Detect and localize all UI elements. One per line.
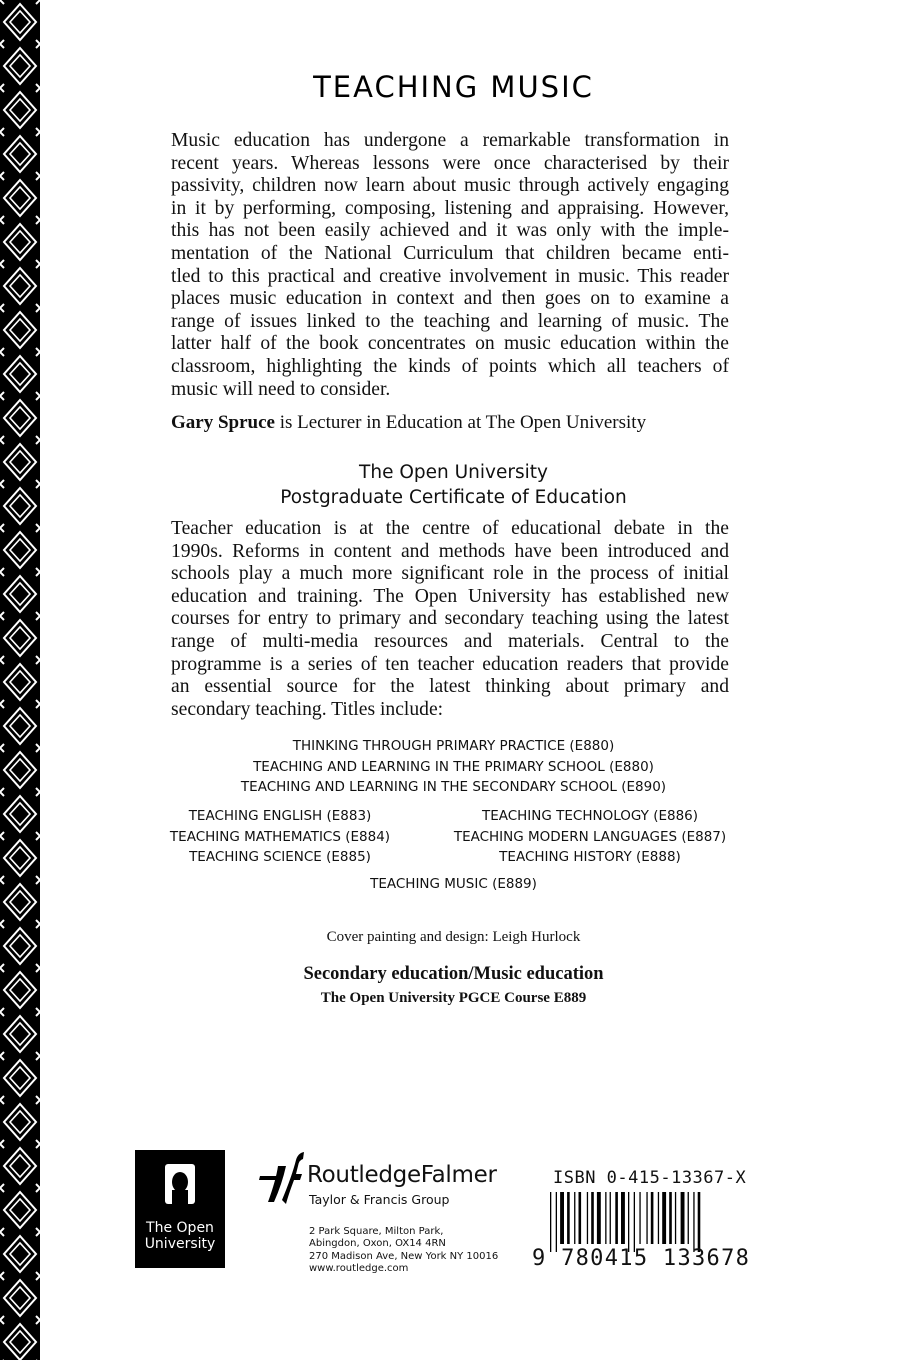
barcode-bar: [567, 1192, 570, 1244]
description-line: music will need to consider.: [171, 378, 391, 400]
author-name: Gary Spruce: [171, 412, 275, 433]
series-title: TEACHING MODERN LANGUAGES (E887): [453, 828, 727, 845]
rf-monogram-icon: [256, 1150, 306, 1206]
book-title: TEACHING MUSIC: [313, 70, 594, 104]
barcode-bar: [658, 1192, 659, 1244]
ou-logo-line1: The Open: [146, 1220, 214, 1236]
publisher-address: [309, 1226, 498, 1276]
barcode-graphic: [548, 1192, 728, 1252]
barcode-bar: [681, 1192, 685, 1244]
barcode-bar: [669, 1192, 672, 1244]
barcode-bar: [597, 1192, 601, 1244]
author-role: is Lecturer in Education at The Open University: [274, 412, 647, 433]
programme-line: secondary teaching. Titles include:: [171, 698, 444, 720]
barcode-bar: [693, 1192, 694, 1252]
series-title: TEACHING MATHEMATICS (E884): [169, 828, 391, 845]
publisher-group: Taylor & Francis Group: [309, 1192, 450, 1207]
open-university-logo: [135, 1150, 225, 1268]
barcode-bar: [591, 1192, 594, 1244]
programme-line: schools play a much more significant role in the process of initial: [171, 563, 729, 585]
programme-line: education and training. The Open University has established new: [171, 585, 729, 607]
barcode-number: 9 780415 133678: [532, 1246, 751, 1271]
address-line: Abingdon, Oxon, OX14 4RN: [309, 1238, 446, 1250]
programme-line: courses for entry to primary and secondary teaching using the latest: [171, 608, 729, 630]
barcode-bar: [675, 1192, 676, 1244]
barcode-bar: [634, 1192, 635, 1252]
description-line: places music education in context and then goes on to examine a: [171, 288, 729, 310]
address-line: 270 Madison Ave, New York NY 10016: [309, 1250, 499, 1262]
programme-line: Teacher education is at the centre of educational debate in the: [171, 518, 729, 539]
barcode-bar: [688, 1192, 689, 1244]
description-line: recent years. Whereas lessons were once characterised by their: [171, 152, 729, 174]
programme-heading-line1: The Open University: [359, 462, 548, 483]
barcode-bar: [605, 1192, 606, 1244]
description-line: tled to this practical and creative involvement in music. This reader: [171, 265, 729, 287]
lattice-pattern: [0, 0, 40, 1360]
programme-description: [171, 518, 729, 721]
description-line: classroom, highlighting the kinds of points which all teachers of: [171, 355, 729, 377]
barcode-bar: [639, 1192, 640, 1244]
barcode-bar: [574, 1192, 575, 1244]
series-title: THINKING THROUGH PRIMARY PRACTICE (E880): [292, 738, 615, 754]
description-line: mentation of the National Curriculum that children became enti-: [171, 242, 729, 264]
series-title: TEACHING HISTORY (E888): [499, 849, 681, 865]
address-line: www.routledge.com: [309, 1263, 409, 1275]
description-line: passivity, children now learn about music through actively engaging: [171, 175, 729, 197]
subject-category: Secondary education/Music education: [303, 964, 604, 984]
barcode-bar: [628, 1192, 629, 1252]
ou-logo-line2: University: [144, 1236, 216, 1252]
barcode-bar: [698, 1192, 701, 1252]
description-line: in it by performing, composing, listening and appraising. However,: [171, 197, 729, 219]
series-title: TEACHING AND LEARNING IN THE PRIMARY SCHOOL (E880): [253, 758, 654, 775]
barcode-bar: [550, 1192, 551, 1252]
series-title-current: TEACHING MUSIC (E889): [370, 876, 537, 892]
series-title: TEACHING TECHNOLOGY (E886): [481, 808, 699, 824]
cover-credit: Cover painting and design: Leigh Hurlock: [326, 929, 581, 945]
programme-heading-line2: Postgraduate Certificate of Education: [280, 487, 627, 508]
barcode-bar: [651, 1192, 654, 1244]
address-line: 2 Park Square, Milton Park,: [309, 1226, 444, 1237]
series-titles-centered: [0, 736, 907, 798]
barcode-bar: [621, 1192, 625, 1244]
series-title: TEACHING SCIENCE (E885): [189, 849, 371, 865]
author-note: [171, 412, 646, 434]
barcode-bar: [556, 1192, 557, 1252]
course-code: The Open University PGCE Course E889: [320, 990, 587, 1006]
barcode-bar: [560, 1192, 564, 1244]
barcode-bar: [610, 1192, 611, 1244]
ou-shield-icon: [135, 1150, 225, 1220]
book-description: [171, 130, 729, 401]
series-title: TEACHING ENGLISH (E883): [188, 808, 372, 824]
description-line: this has not been easily achieved and it was only with the imple-: [171, 220, 729, 242]
programme-line: an essential source for the latest thinking about primary and: [171, 676, 729, 698]
programme-line: 1990s. Reforms in content and methods have been introduced and: [171, 540, 729, 562]
description-line: range of issues linked to the teaching and learning of music. The: [171, 310, 729, 332]
barcode-bar: [615, 1192, 618, 1244]
series-titles-right: [445, 806, 735, 868]
barcode-bar: [579, 1192, 582, 1244]
description-line: Music education has undergone a remarkable transformation in: [171, 130, 729, 151]
barcode-bar: [646, 1192, 647, 1244]
publisher-name: RoutledgeFalmer: [307, 1162, 497, 1188]
decorative-lattice-border: [0, 0, 40, 1360]
programme-heading: [0, 460, 907, 510]
isbn-number: ISBN 0-415-13367-X: [553, 1168, 747, 1188]
series-title: TEACHING AND LEARNING IN THE SECONDARY SCHOOL (E890): [240, 779, 667, 795]
barcode-bar: [587, 1192, 588, 1244]
programme-line: range of multi-media resources and materials. Central to the: [171, 630, 729, 652]
programme-line: programme is a series of ten teacher education readers that provide: [171, 653, 729, 675]
description-line: latter half of the book concentrates on music education within the: [171, 333, 729, 355]
barcode-bar: [662, 1192, 666, 1244]
series-titles-left: [160, 806, 400, 868]
